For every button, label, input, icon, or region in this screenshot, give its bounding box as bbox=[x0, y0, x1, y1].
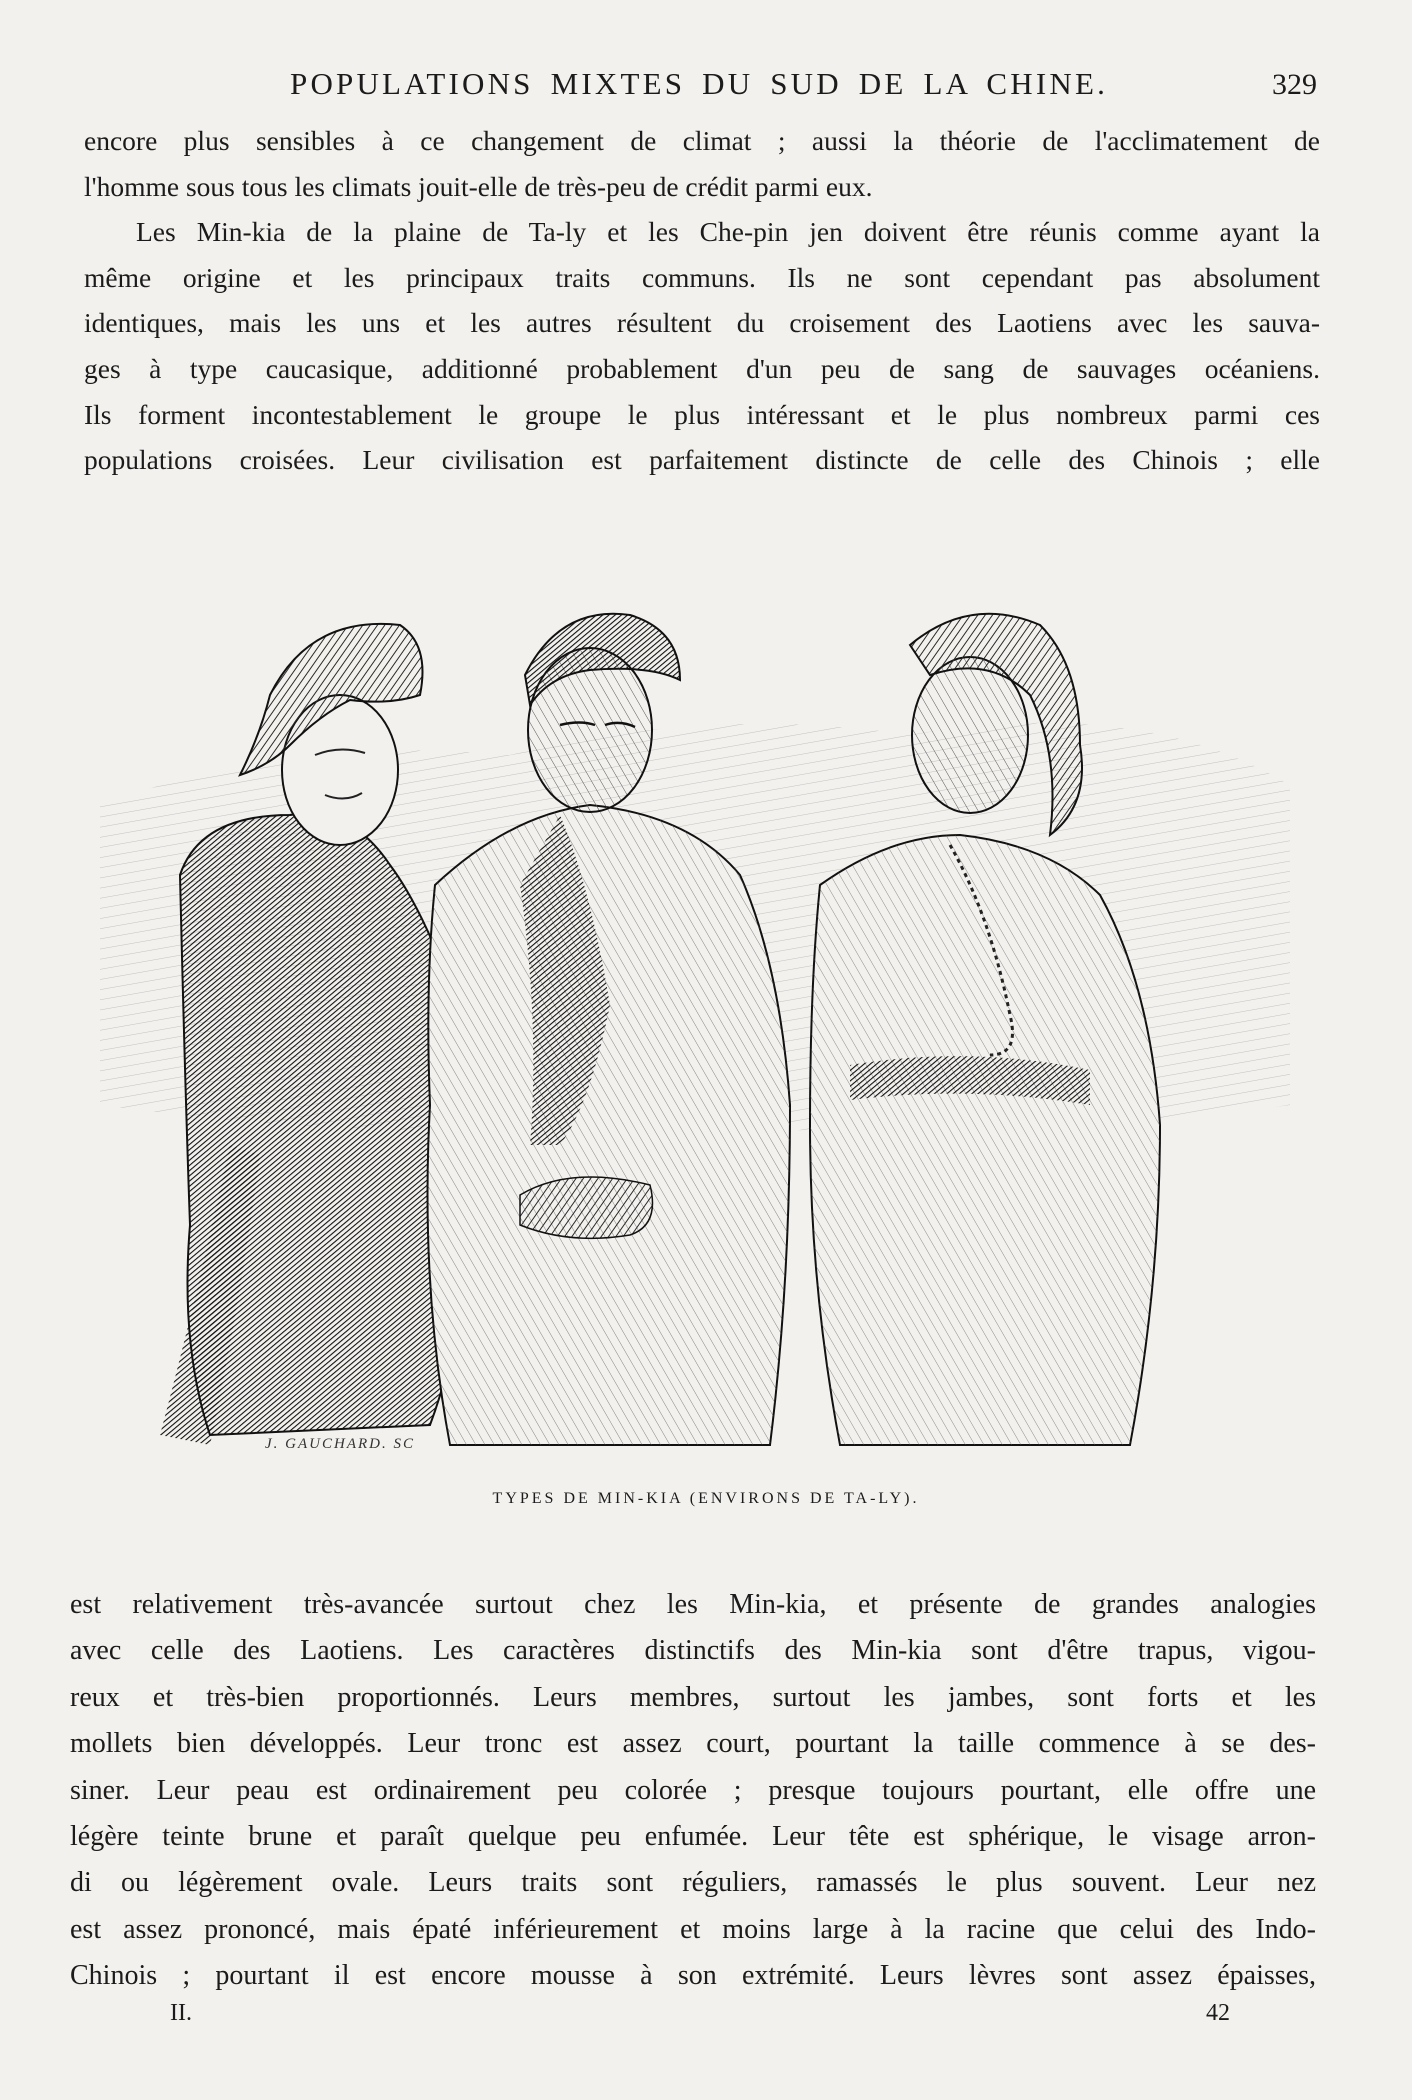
text-line: reux et très-bien proportionnés. Leurs membres, surtout les jambes, sont forts et les bbox=[70, 1681, 1316, 1713]
engraving-drawing bbox=[90, 585, 1320, 1485]
engraver-signature: J. GAUCHARD. SC bbox=[265, 1436, 415, 1452]
text-line: Chinois ; pourtant il est encore mousse à son extrémité. Leurs lèvres sont assez épaisses, bbox=[70, 1960, 1316, 1992]
running-head bbox=[0, 62, 1412, 102]
bottom-text-block bbox=[70, 1582, 1316, 2000]
paragraph-min-kia-description bbox=[70, 1582, 1316, 2000]
text-line: est relativement très-avancée surtout chez les Min-kia, et présente de grandes analogies bbox=[70, 1589, 1316, 1620]
paragraph-min-kia-intro bbox=[84, 209, 1320, 483]
text-line: l'homme sous tous les climats jouit-elle de très-peu de crédit parmi eux. bbox=[84, 170, 873, 202]
text-line: siner. Leur peau est ordinairement peu colorée ; presque toujours pourtant, elle offre une bbox=[70, 1774, 1316, 1806]
text-line: Les Min-kia de la plaine de Ta-ly et les Che-pin jen doivent être réunis comme ayant la bbox=[136, 216, 1320, 248]
top-text-block bbox=[84, 118, 1320, 483]
text-line: Ils forment incontestablement le groupe le plus intéressant et le plus nombreux parmi ces bbox=[84, 398, 1320, 430]
page-number: 329 bbox=[1272, 68, 1317, 101]
page-footer bbox=[0, 2000, 1412, 2030]
text-line: di ou légèrement ovale. Leurs traits sont réguliers, ramassés le plus souvent. Leur nez bbox=[70, 1867, 1316, 1899]
text-line: légère teinte brune et paraît quelque peu enfumée. Leur tête est sphérique, le visage arron- bbox=[70, 1821, 1316, 1853]
text-line: mollets bien développés. Leur tronc est assez court, pourtant la taille commence à se des- bbox=[70, 1728, 1316, 1760]
running-title: POPULATIONS MIXTES DU SUD DE LA CHINE. bbox=[290, 66, 1109, 101]
paragraph-continued bbox=[84, 118, 1320, 209]
text-line: encore plus sensibles à ce changement de climat ; aussi la théorie de l'acclimatement de bbox=[84, 125, 1320, 156]
text-line: même origine et les principaux traits communs. Ils ne sont cependant pas absolument bbox=[84, 261, 1320, 293]
engraving-illustration bbox=[90, 585, 1320, 1485]
text-line: identiques, mais les uns et les autres résultent du croisement des Laotiens avec les sauva- bbox=[84, 307, 1320, 339]
volume-mark: II. bbox=[170, 2000, 192, 2026]
text-line: ges à type caucasique, additionné probablement d'un peu de sang de sauvages océaniens. bbox=[84, 352, 1320, 384]
text-line: avec celle des Laotiens. Les caractères distinctifs des Min-kia sont d'être trapus, vigou- bbox=[70, 1635, 1316, 1667]
text-line: est assez prononcé, mais épaté inférieurement et moins large à la racine que celui des Indo- bbox=[70, 1913, 1316, 1945]
left-woman-figure bbox=[160, 624, 473, 1445]
sheet-signature-mark: 42 bbox=[1206, 2000, 1230, 2026]
figure-caption: TYPES DE MIN-KIA (ENVIRONS DE TA-LY). bbox=[492, 1490, 920, 1507]
text-line: populations croisées. Leur civilisation est parfaitement distincte de celle des Chinois ; elle bbox=[84, 444, 1320, 476]
